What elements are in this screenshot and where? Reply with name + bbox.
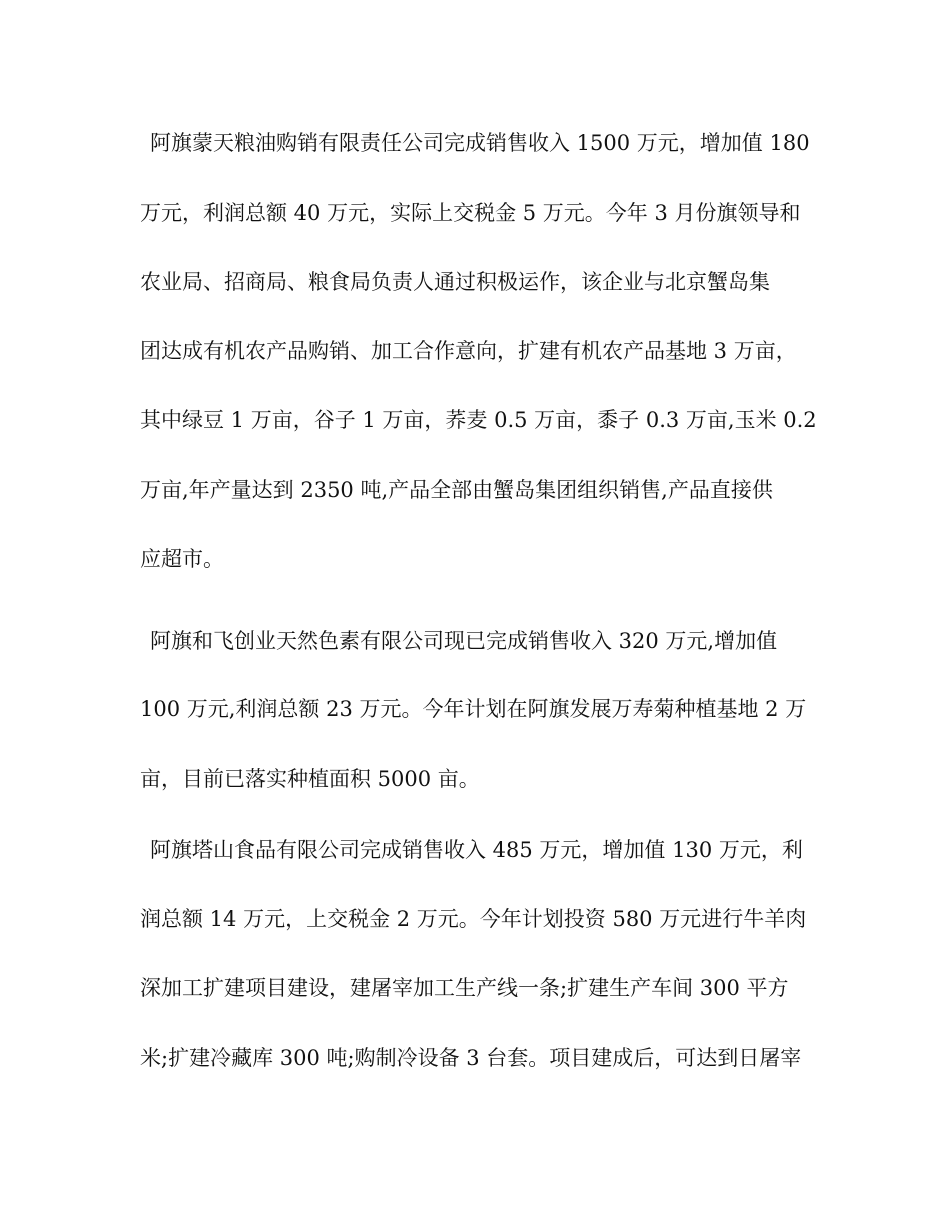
paragraph-1-line-6: 万亩,年产量达到 2350 吨,产品全部由蟹岛集团组织销售,产品直接供 [140, 478, 773, 502]
paragraph-1-line-3: 农业局、招商局、粮食局负责人通过积极运作，该企业与北京蟹岛集 [140, 270, 770, 294]
paragraph-1-line-5: 其中绿豆 1 万亩，谷子 1 万亩，荞麦 0.5 万亩，黍子 0.3 万亩,玉米 0.2 [140, 408, 817, 432]
paragraph-3-line-2: 润总额 14 万元，上交税金 2 万元。今年计划投资 580 万元进行牛羊肉 [140, 907, 807, 931]
paragraph-1-line-4: 团达成有机农产品购销、加工合作意向，扩建有机农产品基地 3 万亩， [140, 339, 797, 363]
paragraph-3-line-3: 深加工扩建项目建设，建屠宰加工生产线一条;扩建生产车间 300 平方 [140, 976, 789, 1000]
paragraph-3-line-1: 阿旗塔山食品有限公司完成销售收入 485 万元，增加值 130 万元，利 [150, 838, 803, 862]
paragraph-2-line-1: 阿旗和飞创业天然色素有限公司现已完成销售收入 320 万元,增加值 [150, 629, 778, 653]
paragraph-2-line-3: 亩，目前已落实种植面积 5000 亩。 [140, 767, 480, 791]
paragraph-1-line-1: 阿旗蒙天粮油购销有限责任公司完成销售收入 1500 万元，增加值 180 [150, 131, 810, 155]
paragraph-1-line-7: 应超市。 [140, 547, 224, 571]
paragraph-1-line-2: 万元，利润总额 40 万元，实际上交税金 5 万元。今年 3 月份旗领导和 [140, 201, 801, 225]
paragraph-3-line-4: 米;扩建冷藏库 300 吨;购制冷设备 3 台套。项目建成后，可达到日屠宰 [140, 1046, 802, 1070]
paragraph-2-line-2: 100 万元,利润总额 23 万元。今年计划在阿旗发展万寿菊种植基地 2 万 [140, 697, 807, 721]
